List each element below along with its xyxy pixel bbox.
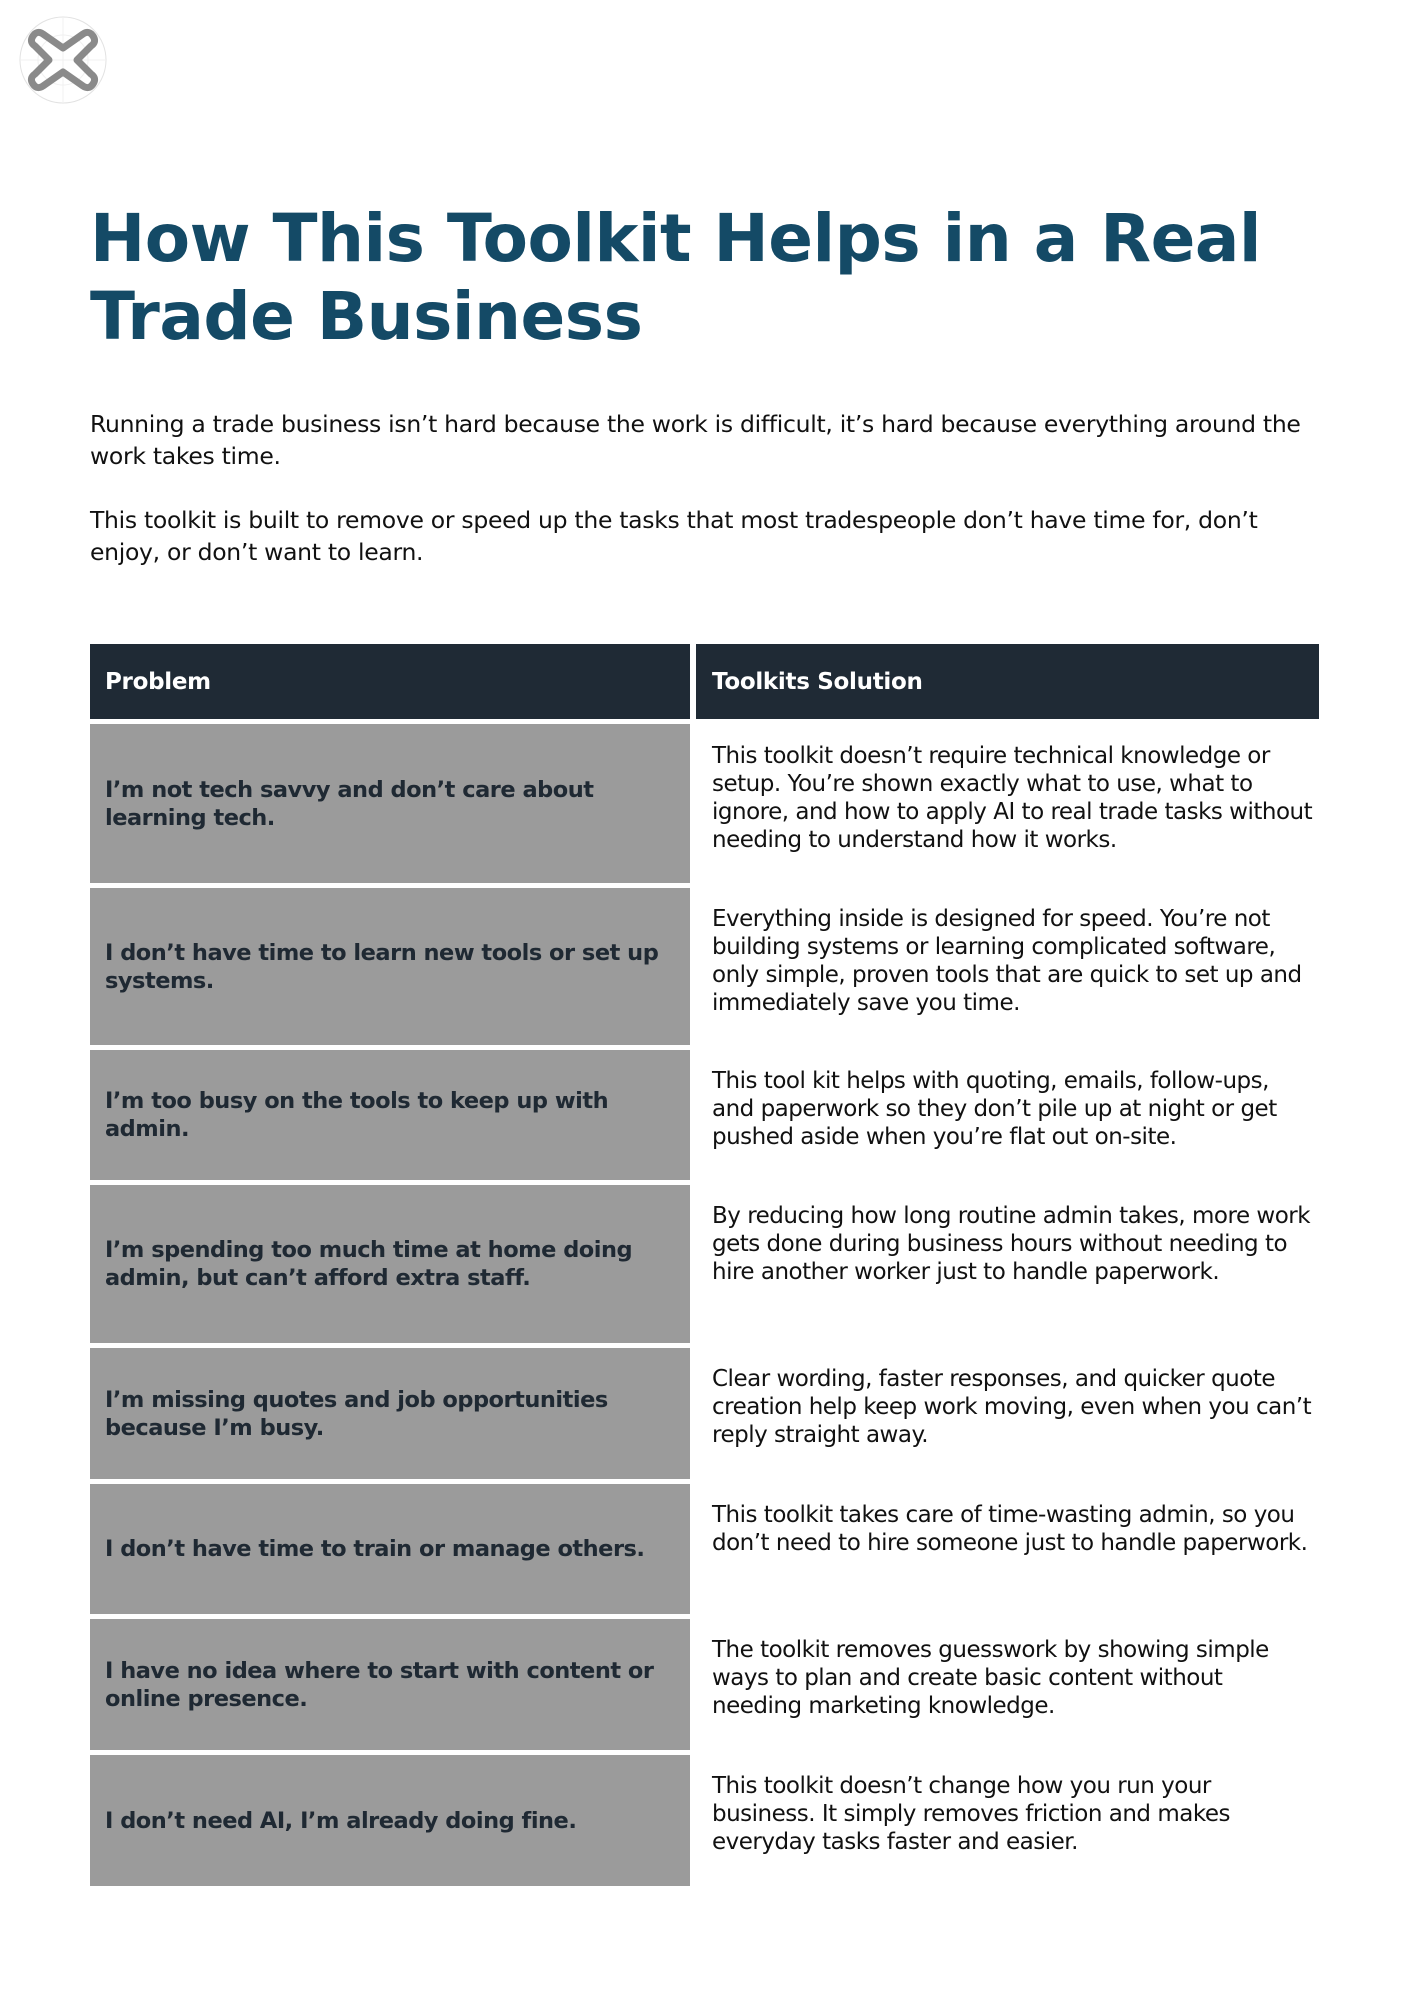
intro-paragraph-2: This toolkit is built to remove or speed up the tasks that most tradespeople don’t have time for, don’t enjoy, or don’t want to learn. (90, 506, 1258, 566)
table-row (90, 1484, 1319, 1614)
problem-cell: I’m spending too much time at home doing admin, but can’t afford extra staff. (90, 1185, 690, 1343)
table-header-row (90, 644, 1319, 719)
table-row (90, 1348, 1319, 1479)
problem-cell: I’m missing quotes and job opportunities because I’m busy. (90, 1348, 690, 1479)
x-logo-icon (19, 16, 107, 104)
solution-cell: Clear wording, faster responses, and quicker quote creation help keep work moving, even when you can’t reply straight away. (712, 1366, 1312, 1448)
table-row (90, 1755, 1319, 1886)
problem-cell: I’m not tech savvy and don’t care about learning tech. (90, 724, 690, 883)
solution-cell: This toolkit doesn’t change how you run your business. It simply removes friction and makes everyday tasks faster and easier. (712, 1773, 1230, 1855)
solution-cell: By reducing how long routine admin takes, more work gets done during business hours without needing to hire another worker just to handle paperwork. (712, 1203, 1311, 1285)
problem-cell: I don’t have time to train or manage others. (90, 1484, 690, 1614)
solution-cell: Everything inside is designed for speed. You’re not building systems or learning complicated software, only simple, proven tools that are quick to set up and immediately save you time. (712, 906, 1302, 1016)
table-row (90, 1185, 1319, 1343)
problem-cell: I’m too busy on the tools to keep up with admin. (90, 1050, 690, 1180)
header-toolkits-solution: Toolkits Solution (696, 644, 1319, 719)
problem-cell: I don’t need AI, I’m already doing fine. (90, 1755, 690, 1886)
table-row (90, 1050, 1319, 1180)
problem-cell: I have no idea where to start with content or online presence. (90, 1619, 690, 1750)
solution-cell: This toolkit takes care of time-wasting admin, so you don’t need to hire someone just to handle paperwork. (712, 1502, 1308, 1556)
intro-paragraph-1: Running a trade business isn’t hard because the work is difficult, it’s hard because everything around the work takes time. (90, 410, 1301, 470)
table-row (90, 888, 1319, 1045)
solution-cell: This tool kit helps with quoting, emails, follow-ups, and paperwork so they don’t pile up at night or get pushed aside when you’re flat out on-site. (712, 1068, 1277, 1150)
table-row (90, 1619, 1319, 1750)
solution-cell: This toolkit doesn’t require technical knowledge or setup. You’re shown exactly what to use, what to ignore, and how to apply AI to real trade tasks without needing to understand how it works. (712, 743, 1313, 853)
table-row (90, 724, 1319, 883)
problem-cell: I don’t have time to learn new tools or set up systems. (90, 888, 690, 1045)
solution-cell: The toolkit removes guesswork by showing simple ways to plan and create basic content without needing marketing knowledge. (712, 1637, 1269, 1719)
header-problem: Problem (90, 644, 690, 719)
problem-solution-table (90, 644, 1319, 1886)
page-title: How This Toolkit Helps in a Real Trade Business (90, 200, 1262, 355)
